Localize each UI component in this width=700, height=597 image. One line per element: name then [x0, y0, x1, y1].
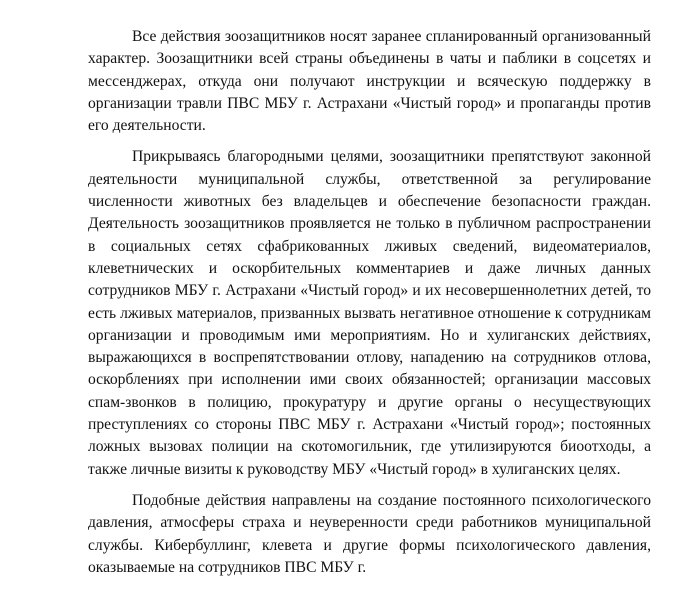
paragraph-1: Все действия зоозащитников носят заранее спланированный организованный характер. Зоозащитники всей страны объединены в чаты и паблики в соцсетях и мессенджерах, откуда они получают инструкции и всяческую поддержку в организации травли ПВС МБУ г. Астрахани «Чистый город» и пропаганды против его деятельности. [88, 28, 651, 135]
document-body [88, 26, 651, 588]
paragraph-2: Прикрываясь благородными целями, зоозащитники препятствуют законной деятельности муниципальной службы, ответственной за регулирование численности животных без владельцев и обеспечение безопасности граждан. Деятельность зоозащитников проявляется не только в публичном распространении в социальных сетях сфабрикованных лживых сведений, видеоматериалов, клеветнических и оскорбительных комментариев и даже личных данных сотрудников МБУ г. Астрахани «Чистый город» и их несовершеннолетних детей, то есть лживых материалов, призванных вызвать негативное отношение к сотрудникам организации и проводимым ими мероприятиям. Но и хулиганских действиях, выражающихся в воспрепятствовании отлову, нападению на сотрудников отлова, оскорблениях при исполнении ими своих обязанностей; организации массовых спам-звонков в полицию, прокуратуру и другие органы о несуществующих преступлениях со стороны ПВС МБУ г. Астрахани «Чистый город»; постоянных ложных вызовах полиции на скотомогильник, где утилизируются биоотходы, а также личные визиты к руководству МБУ «Чистый город» в хулиганских целях. [88, 148, 651, 478]
paragraph-3: Подобные действия направлены на создание постоянного психологического давления, атмосферы страха и неуверенности среди работников муниципальной службы. Кибербуллинг, клевета и другие формы психологического давления, оказываемые на сотрудников ПВС МБУ г. [88, 491, 651, 576]
